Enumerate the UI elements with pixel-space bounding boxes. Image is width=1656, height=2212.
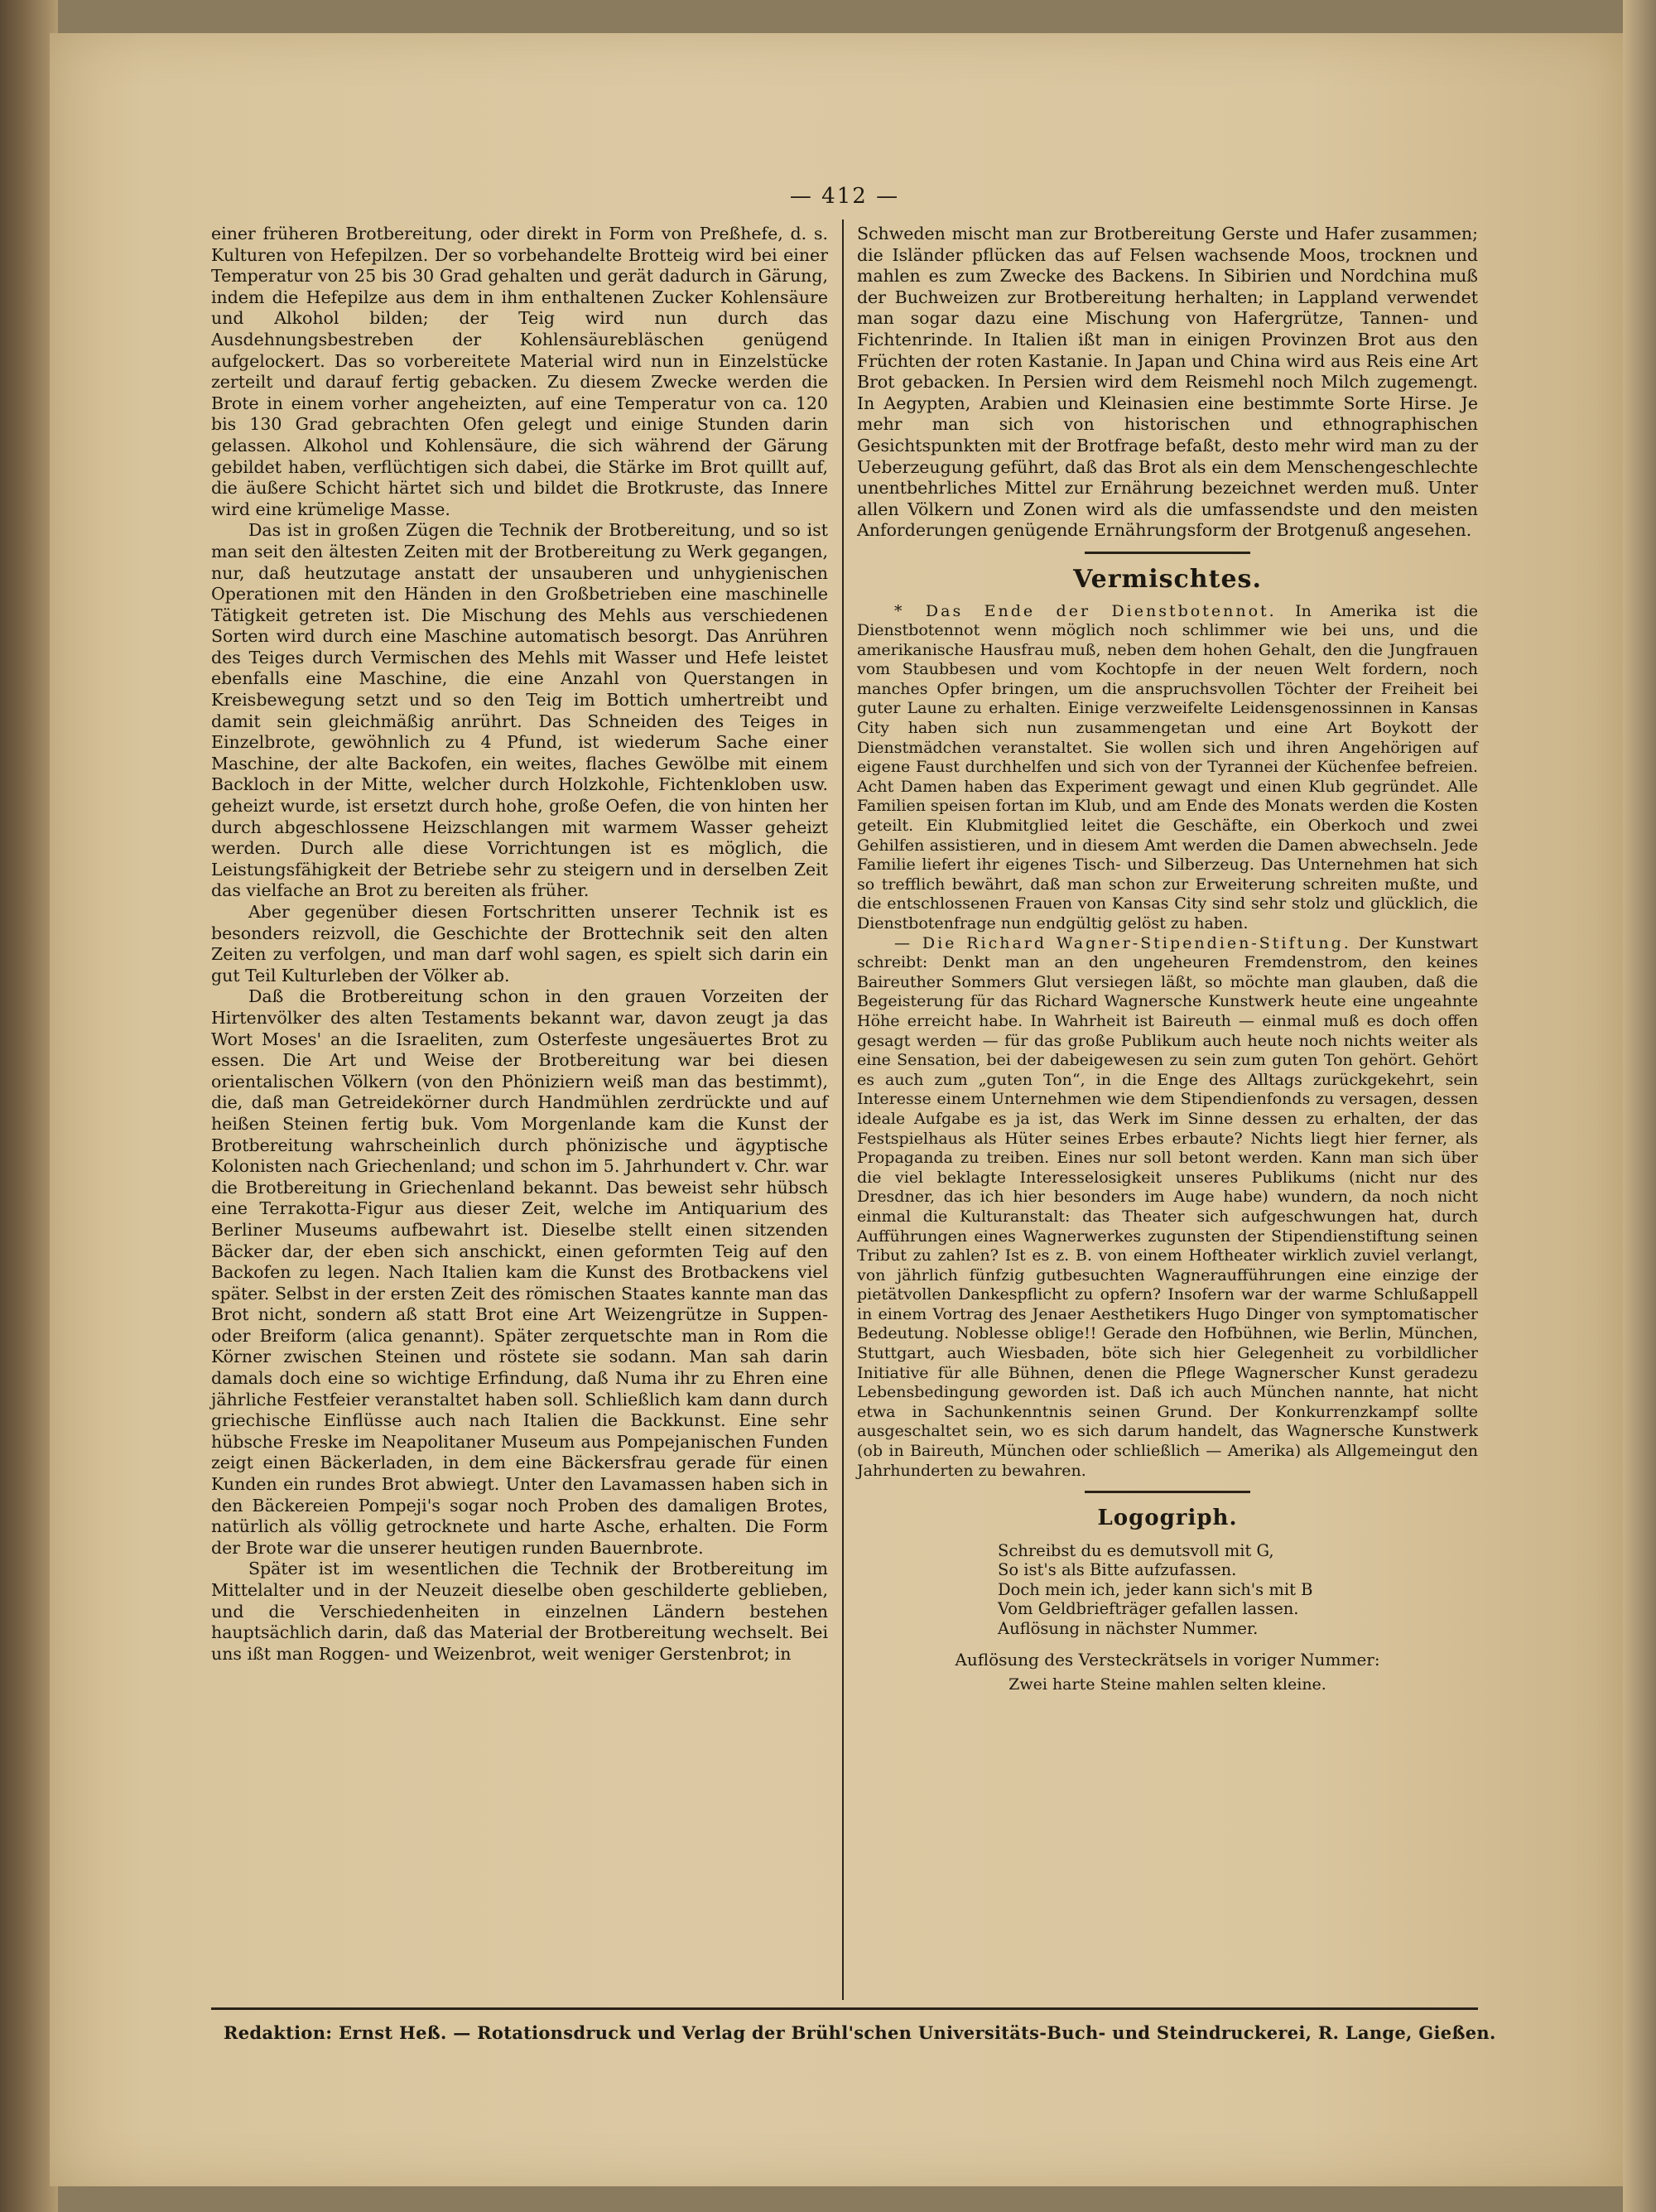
section-title-logogriph: Logogriph. — [1097, 1506, 1238, 1531]
section-divider — [1085, 1491, 1250, 1493]
right-column — [857, 224, 1478, 1696]
imprint-footer: Redaktion: Ernst Heß. — Rotationsdruck und Verlag der Brühl'schen Universitäts-Buch- und Steindruckerei, R. Lange, Gießen. — [224, 2022, 1496, 2043]
poem-line: Doch mein ich, jeder kann sich's mit B — [998, 1579, 1313, 1599]
column-divider — [842, 219, 844, 2000]
item-body: In Amerika ist die Dienstbotennot wenn möglich noch schlimmer wie bei uns, und die amerikanische Hausfrau muß, neben dem hohen Gehalt, den die Jungfrauen vom Staubbesen und vom Kochtopfe in der neuen Welt fordern, noch manches Opfer bringen, um die anspruchsvollen Töchter der Freiheit bei guter Laune zu erhalten. Einige verzweifelte Leidensgenossinnen in Kansas City haben sich nun zusammengetan und eine Art Boykott der Dienstmädchen veranstaltet. Sie wollen sich und ihren Angehörigen auf eigene Faust durchhelfen und sich von der Tyrannei der Küchenfee befreien. Acht Damen haben das Experiment gewagt und einen Klub gegründet. Alle Familien speisen fortan im Klub, und am Ende des Monats werden die Kosten geteilt. Ein Klubmitglied leitet die Geschäfte, ein Oberkoch und zwei Gehilfen assistieren, und in diesem Amt werden die Damen abwechseln. Jede Familie liefert ihr eigenes Tisch- und Silberzeug. Das Unternehmen hat sich so trefflich bewährt, daß man schon zur Erweiterung schreiten mußte, und die entschlossenen Frauen von Kansas City sind sehr stolz und glücklich, die Dienstbotenfrage nun endgültig gelöst zu haben. — [857, 601, 1478, 933]
paragraph: einer früheren Brotbereitung, oder direkt in Form von Preßhefe, d. s. Kulturen von Hefepilzen. Der so vorbehandelte Brotteig wird bei einer Temperatur von 25 bis 30 Grad gehalten und gerät dadurch in Gärung, indem die Hefepilze aus dem in ihm enthaltenen Zucker Kohlensäure und Alkohol bilden; der Teig wird nun durch das Ausdehnungsbestreben der Kohlensäurebläschen genügend aufgelockert. Das so vorbereitete Material wird nun in Einzelstücke zerteilt und darauf fertig gebacken. Zu diesem Zwecke werden die Brote in einem vorher angeheizten, auf eine Temperatur von ca. 120 bis 130 Grad gebrachten Ofen gelegt und einige Stunden darin gelassen. Alkohol und Kohlensäure, die sich während der Gärung gebildet haben, verflüchtigen sich dabei, die Stärke im Brot quillt auf, die äußere Schicht härtet sich und bildet die Brotkruste, das Innere wird eine krümelige Masse. — [211, 224, 828, 519]
paragraph: Später ist im wesentlichen die Technik der Brotbereitung im Mittelalter und in der Neuzeit dieselbe oben geschilderte geblieben, und die Verschiedenheiten in einzelnen Ländern bestehen hauptsächlich darin, daß das Material der Brotbereitung wechselt. Bei uns ißt man Roggen- und Weizenbrot, weit weniger Gerstenbrot; in — [211, 1559, 828, 1664]
page-edge — [1623, 0, 1656, 2212]
section-divider — [1085, 552, 1250, 554]
paragraph: Daß die Brotbereitung schon in den grauen Vorzeiten der Hirtenvölker des alten Testaments bekannt war, davon zeugt ja das Wort Moses' an die Israeliten, zum Osterfeste ungesäuertes Brot zu essen. Die Art und Weise der Brotbereitung war bei diesen orientalischen Völkern (von den Phöniziern weiß man das bestimmt), die, daß man Getreidekörner durch Handmühlen zerdrückte und auf heißen Steinen fertig buk. Vom Morgenlande kam die Kunst der Brotbereitung wahrscheinlich durch phönizische und ägyptische Kolonisten nach Griechenland; und schon im 5. Jahrhundert v. Chr. war die Brotbereitung in Griechenland bekannt. Das beweist sehr hübsch eine Terrakotta-Figur aus dieser Zeit, welche im Antiquarium des Berliner Museums aufbewahrt ist. Dieselbe stellt einen sitzenden Bäcker dar, der eben sich anschickt, einen geformten Teig auf den Backofen zu legen. Nach Italien kam die Kunst des Brotbackens viel später. Selbst in der ersten Zeit des römischen Staates kannte man das Brot nicht, sondern aß statt Brot eine Art Weizengrütze in Suppen- oder Breiform (alica genannt). Später zerquetschte man in Rom die Körner zwischen Steinen und röstete sie sodann. Man sah darin damals doch eine so wichtige Erfindung, daß Numa ihr zu Ehren eine jährliche Festfeier veranstaltet haben soll. Schließlich kam dann durch griechische Einflüsse auch nach Italien die Backkunst. Eine sehr hübsche Freske im Neapolitaner Museum aus Pompejanischen Funden zeigt einen Bäckerladen, in dem eine Bäckersfrau gerade für einen Kunden ein rundes Brot abwiegt. Unter den Lavamassen haben sich in den Bäckereien Pompeji's sogar noch Proben des damaligen Brotes, natürlich als völlig getrocknete und harte Asche, erhalten. Die Form der Brote war die unserer heutigen runden Bauernbrote. — [211, 986, 828, 1558]
item-heading: — Die Richard Wagner-Stipendien-Stiftung. — [894, 933, 1351, 952]
poem-line: Vom Geldbriefträger gefallen lassen. — [998, 1599, 1299, 1619]
poem-line: So ist's als Bitte aufzufassen. — [998, 1560, 1237, 1580]
poem-line: Schreibst du es demutsvoll mit G, — [998, 1540, 1274, 1560]
left-column — [211, 224, 828, 1665]
page-number: — 412 — — [789, 184, 900, 209]
paragraph: Aber gegenüber diesen Fortschritten unserer Technik ist es besonders reizvoll, die Geschichte der Brottechnik seit den alten Zeiten zu verfolgen, und man darf wohl sagen, es spielt sich darin ein gut Teil Kulturleben der Völker ab. — [211, 902, 828, 986]
item-body: Der Kunstwart schreibt: Denkt man an den ungeheuren Fremdenstrom, den keines Baireuther Sommers Glut versiegen läßt, so möchte man glauben, daß die Begeisterung für das Richard Wagnersche Kunstwerk heute eine ungeahnte Höhe erreicht habe. In Wahrheit ist Baireuth — einmal muß es doch offen gesagt werden — für das große Publikum auch heute noch nichts weiter als eine Sensation, bei der dabeigewesen zu sein zum guten Ton gehört. Gehört es auch zum „guten Ton“, in die Enge des Alltags zurückgekehrt, sein Interesse einem Unternehmen wie dem Stipendienfonds zu versagen, dessen ideale Aufgabe es ja ist, das Werk im Sinne dessen zu erhalten, der das Festspielhaus als Hüter seines Erbes erbaute? Nichts liegt hier ferner, als Propaganda zu treiben. Eines nur soll betont werden. Kann man sich über die viel beklagte Interesselosigkeit unseres Publikums (nicht nur des Dresdner, das ich hier besonders im Auge habe) wundern, da noch nicht einmal die Kulturanstalt: das Theater sich aufgeschwungen hat, durch Aufführungen eines Wagnerwerkes zugunsten der Stipendienstiftung seinen Tribut zu zahlen? Ist es z. B. von einem Hoftheater wirklich zuviel verlangt, von jährlich fünfzig gutbesuchten Wagneraufführungen eine einzige der pietätvollen Dankespflicht zu opfern? Insofern war der warme Schlußappell in einem Vortrag des Jenaer Aesthetikers Hugo Dinger von symptomatischer Bedeutung. Noblesse oblige!! Gerade den Hofbühnen, wie Berlin, München, Stuttgart, auch Wiesbaden, böte sich hier Gelegenheit zu vorbildlicher Initiative für alle Bühnen, denen die Pflege Wagnerscher Kunst geradezu Lebensbedingung geworden ist. Daß ich auch München nannte, hat nicht etwa in Sachunkenntnis seinen Grund. Der Konkurrenzkampf sollte ausgeschaltet sein, wo es sich darum handelt, das Wagnersche Kunstwerk (ob in Baireuth, München oder schließlich — Amerika) als Allgemeingut den Jahrhunderten zu bewahren. — [857, 933, 1478, 1480]
solution-text: Zwei harte Steine mahlen selten kleine. — [1009, 1675, 1326, 1694]
logogriph-poem — [998, 1541, 1478, 1639]
paragraph: Das ist in großen Zügen die Technik der Brotbereitung, und so ist man seit den ältesten Zeiten mit der Brotbereitung zu Werk gegangen, nur, daß heutzutage anstatt der unsauberen und unhygienischen Operationen mit den Händen in den Großbetrieben eine maschinelle Tätigkeit getreten ist. Die Mischung des Mehls aus verschiedenen Sorten wird durch eine Maschine automatisch besorgt. Das Anrühren des Teiges durch Vermischen des Mehls mit Wasser und Hefe leistet ebenfalls eine Maschine, die eine Anzahl von Querstangen in Kreisbewegung setzt und so den Teig im Bottich umhertreibt und damit sein gleichmäßig anrührt. Das Schneiden des Teiges in Einzelbrote, gewöhnlich zu 4 Pfund, ist wiederum Sache einer Maschine, der alte Backofen, ein weites, flaches Gewölbe mit einem Backloch in der Mitte, welcher durch Holzkohle, Fichtenkloben usw. geheizt wurde, ist ersetzt durch hohe, große Oefen, die von hinten her durch abgeschlossene Heizschlangen mit warmem Wasser geheizt werden. Durch alle diese Vorrichtungen ist es möglich, die Leistungsfähigkeit der Betriebe sehr zu steigern und in derselben Zeit das vielfache an Brot zu bereiten als früher. — [211, 520, 828, 901]
paragraph: Schweden mischt man zur Brotbereitung Gerste und Hafer zusammen; die Isländer pflücken das auf Felsen wachsende Moos, trocknen und mahlen es zum Zwecke des Backens. In Sibirien und Nordchina muß der Buchweizen zur Brotbereitung herhalten; in Lappland verwendet man sogar dazu eine Mischung von Hafergrütze, Tannen- und Fichtenrinde. In Italien ißt man in einigen Provinzen Brot aus den Früchten der roten Kastanie. In Japan und China wird aus Reis eine Art Brot gebacken. In Persien wird dem Reismehl noch Milch zugemengt. In Aegypten, Arabien und Kleinasien eine bestimmte Sorte Hirse. Je mehr man sich von historischen und ethnographischen Gesichtspunkten mit der Brotfrage befaßt, desto mehr wird man zu der Ueberzeugung geführt, daß das Brot als ein dem Menschengeschlechte unentbehrliches Mittel zur Ernährung bezeichnet werden muß. Unter allen Völkern und Zonen wird als die umfassendste und den meisten Anforderungen genügende Ernährungsform der Brotgenuß angesehen. — [857, 224, 1478, 541]
misc-item-dienstbotennot — [857, 602, 1478, 934]
poem-line: Auflösung in nächster Nummer. — [998, 1618, 1259, 1638]
misc-item-wagner-stiftung — [857, 934, 1478, 1482]
footer-rule — [211, 2007, 1478, 2010]
solution-heading: Auflösung des Versteckrätsels in voriger Nummer: — [955, 1650, 1380, 1670]
item-heading: * Das Ende der Dienstbotennot. — [894, 601, 1277, 620]
section-title-vermischtes: Vermischtes. — [1073, 564, 1262, 594]
